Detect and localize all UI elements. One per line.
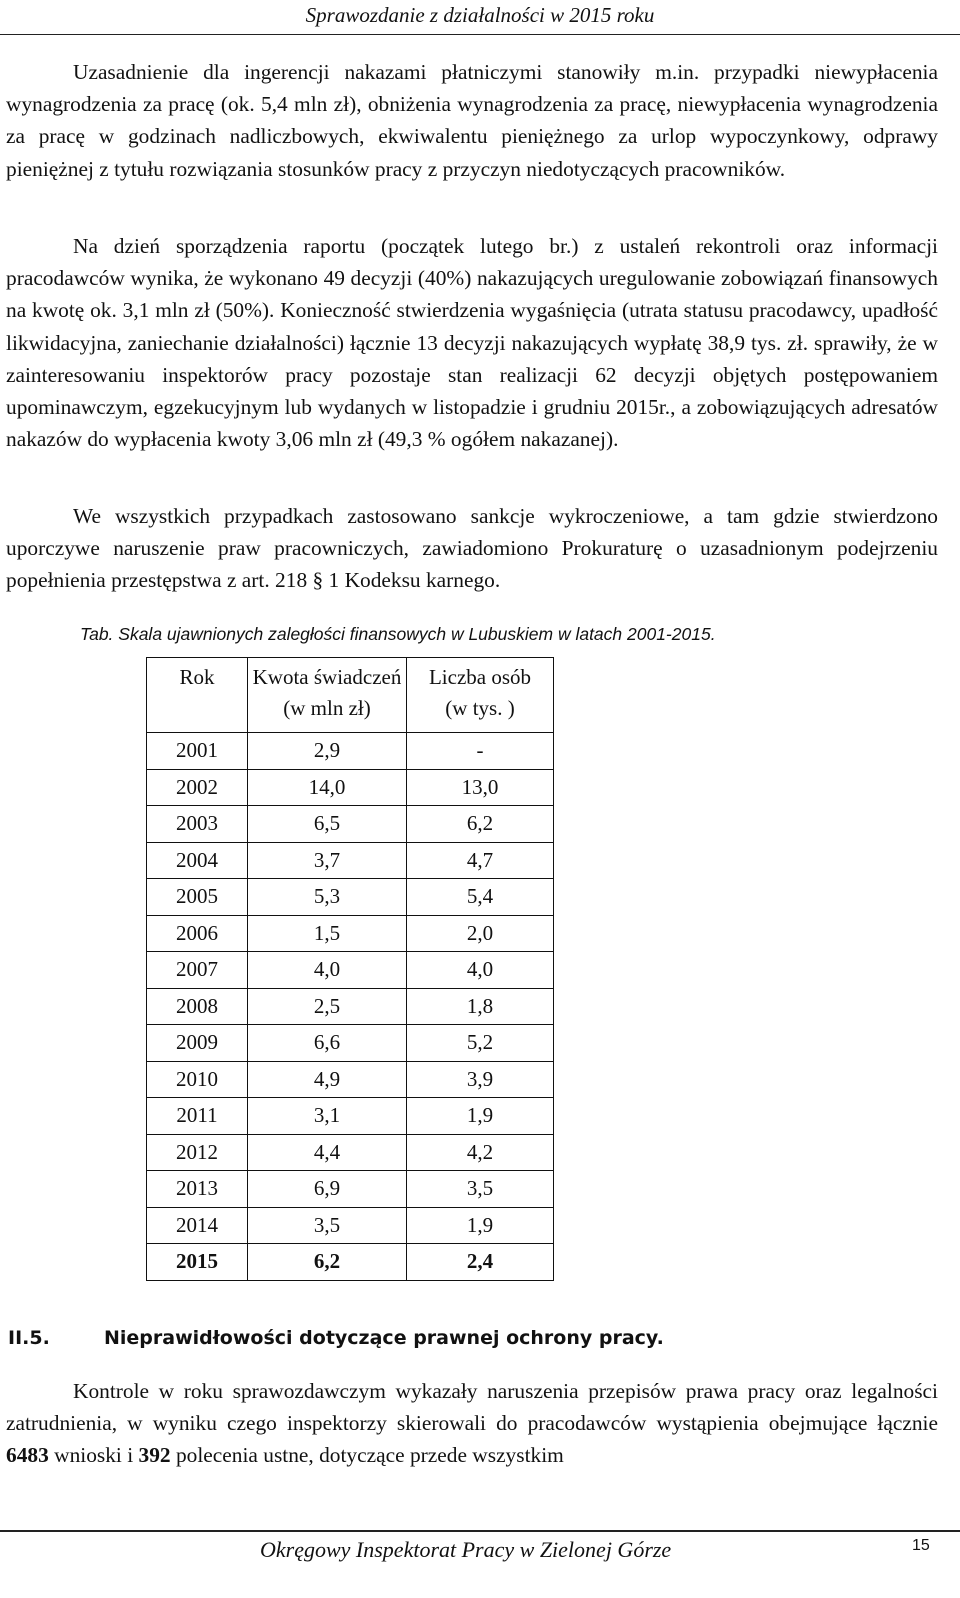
cell-year: 2005 — [147, 879, 248, 916]
cell-amount: 3,5 — [248, 1207, 407, 1244]
cell-year: 2002 — [147, 769, 248, 806]
cell-persons: 4,7 — [407, 842, 554, 879]
cell-year: 2015 — [147, 1244, 248, 1281]
cell-amount: 14,0 — [248, 769, 407, 806]
cell-persons: 1,9 — [407, 1098, 554, 1135]
page-header — [0, 0, 960, 35]
highlight-number: 392 — [138, 1443, 171, 1468]
cell-amount: 4,4 — [248, 1134, 407, 1171]
cell-amount: 4,9 — [248, 1061, 407, 1098]
cell-amount: 1,5 — [248, 915, 407, 952]
cell-year: 2013 — [147, 1171, 248, 1208]
table-caption: Tab. Skala ujawnionych zaległości finansowych w Lubuskiem w latach 2001-2015. — [80, 624, 716, 644]
cell-amount: 3,7 — [248, 842, 407, 879]
cell-persons: 3,5 — [407, 1171, 554, 1208]
cell-amount: 6,9 — [248, 1171, 407, 1208]
cell-amount: 5,3 — [248, 879, 407, 916]
cell-year: 2014 — [147, 1207, 248, 1244]
paragraph-4 — [6, 1375, 938, 1472]
table-row-highlight — [147, 1244, 554, 1281]
section-title: Nieprawidłowości dotyczące prawnej ochrony pracy. — [104, 1327, 664, 1349]
footer-text: Okręgowy Inspektorat Pracy w Zielonej Górze — [260, 1537, 672, 1562]
header-persons: Liczba osób (w tys. ) — [407, 658, 554, 733]
paragraph-3-text: We wszystkich przypadkach zastosowano sankcje wykroczeniowe, a tam gdzie stwierdzono uporczywe naruszenie praw pracowniczych, zawiadomiono Prokuraturę o uzasadnionym podejrzeniu popełnienia przestępstwa z art. 218 § 1 Kodeksu karnego. — [6, 504, 938, 593]
cell-year: 2010 — [147, 1061, 248, 1098]
cell-persons: 1,8 — [407, 988, 554, 1025]
cell-persons: 2,4 — [407, 1244, 554, 1281]
section-heading — [8, 1324, 664, 1352]
cell-amount: 6,6 — [248, 1025, 407, 1062]
cell-amount: 6,2 — [248, 1244, 407, 1281]
highlight-number: 6483 — [6, 1443, 49, 1468]
table-row — [147, 952, 554, 989]
cell-year: 2003 — [147, 806, 248, 843]
cell-amount: 6,5 — [248, 806, 407, 843]
cell-amount: 4,0 — [248, 952, 407, 989]
page-number: 15 — [912, 1537, 930, 1554]
cell-year: 2001 — [147, 733, 248, 770]
table-row — [147, 1207, 554, 1244]
table-row — [147, 1171, 554, 1208]
header-amount: Kwota świadczeń (w mln zł) — [248, 658, 407, 733]
cell-year: 2011 — [147, 1098, 248, 1135]
cell-persons: 5,2 — [407, 1025, 554, 1062]
cell-year: 2004 — [147, 842, 248, 879]
paragraph-2 — [6, 230, 938, 455]
paragraph-4-text: Kontrole w roku sprawozdawczym wykazały naruszenia przepisów prawa pracy oraz legalności zatrudnienia, w wyniku czego inspektorzy skierowali do pracodawców wystąpienia obejmujące łącznie 6483 wnioski i 392 polecenia ustne, dotyczące przede wszystkim — [6, 1379, 938, 1468]
cell-persons: 1,9 — [407, 1207, 554, 1244]
paragraph-2-text: Na dzień sporządzenia raportu (początek lutego br.) z ustaleń rekontroli oraz informacji pracodawców wynika, że wykonano 49 decyzji (40%) nakazujących uregulowanie zobowiązań finansowych na kwotę ok. 3,1 mln zł (50%). Konieczność stwierdzenia wygaśnięcia (utrata statusu pracodawcy, upadłość likwidacyjna, zaniechanie działalności) łącznie 13 decyzji nakazujących wypłatę 38,9 tys. zł. sprawiły, że w zainteresowaniu inspektorów pracy pozostaje stan realizacji 62 decyzji objętych postępowaniem upominawczym, egzekucyjnym lub wydanych w listopadzie i grudniu 2015r., a zobowiązujących adresatów nakazów do wypłacenia kwoty 3,06 mln zł (49,3 % ogółem nakazanej). — [6, 234, 938, 452]
cell-amount: 2,5 — [248, 988, 407, 1025]
cell-year: 2008 — [147, 988, 248, 1025]
cell-persons: 4,2 — [407, 1134, 554, 1171]
cell-amount: 2,9 — [248, 733, 407, 770]
cell-persons: 2,0 — [407, 915, 554, 952]
table-header-row — [147, 658, 554, 733]
table-row — [147, 1025, 554, 1062]
cell-persons: 6,2 — [407, 806, 554, 843]
cell-year: 2012 — [147, 1134, 248, 1171]
cell-year: 2006 — [147, 915, 248, 952]
paragraph-1 — [6, 56, 938, 185]
table-row — [147, 769, 554, 806]
table-row — [147, 1061, 554, 1098]
arrears-table — [146, 657, 554, 1281]
table-row — [147, 1098, 554, 1135]
table-row — [147, 915, 554, 952]
cell-persons: 5,4 — [407, 879, 554, 916]
paragraph-1-text: Uzasadnienie dla ingerencji nakazami płatniczymi stanowiły m.in. przypadki niewypłacenia wynagrodzenia za pracę (ok. 5,4 mln zł), obniżenia wynagrodzenia za pracę, niewypłacenia wynagrodzenia za pracę w godzinach nadliczbowych, ekwiwalentu pieniężnego za urlop wypoczynkowy, odprawy pieniężnej z tytułu rozwiązania stosunków pracy z przyczyn niedotyczących pracowników. — [6, 60, 938, 181]
cell-persons: 3,9 — [407, 1061, 554, 1098]
table-row — [147, 733, 554, 770]
cell-year: 2009 — [147, 1025, 248, 1062]
table-row — [147, 842, 554, 879]
paragraph-3 — [6, 500, 938, 597]
table-row — [147, 1134, 554, 1171]
table-row — [147, 806, 554, 843]
cell-amount: 3,1 — [248, 1098, 407, 1135]
cell-persons: 13,0 — [407, 769, 554, 806]
cell-persons: - — [407, 733, 554, 770]
header-title: Sprawozdanie z działalności w 2015 roku — [305, 3, 655, 27]
header-year: Rok — [147, 658, 248, 733]
cell-year: 2007 — [147, 952, 248, 989]
cell-persons: 4,0 — [407, 952, 554, 989]
table-row — [147, 988, 554, 1025]
table-row — [147, 879, 554, 916]
section-number: II.5. — [8, 1327, 50, 1349]
